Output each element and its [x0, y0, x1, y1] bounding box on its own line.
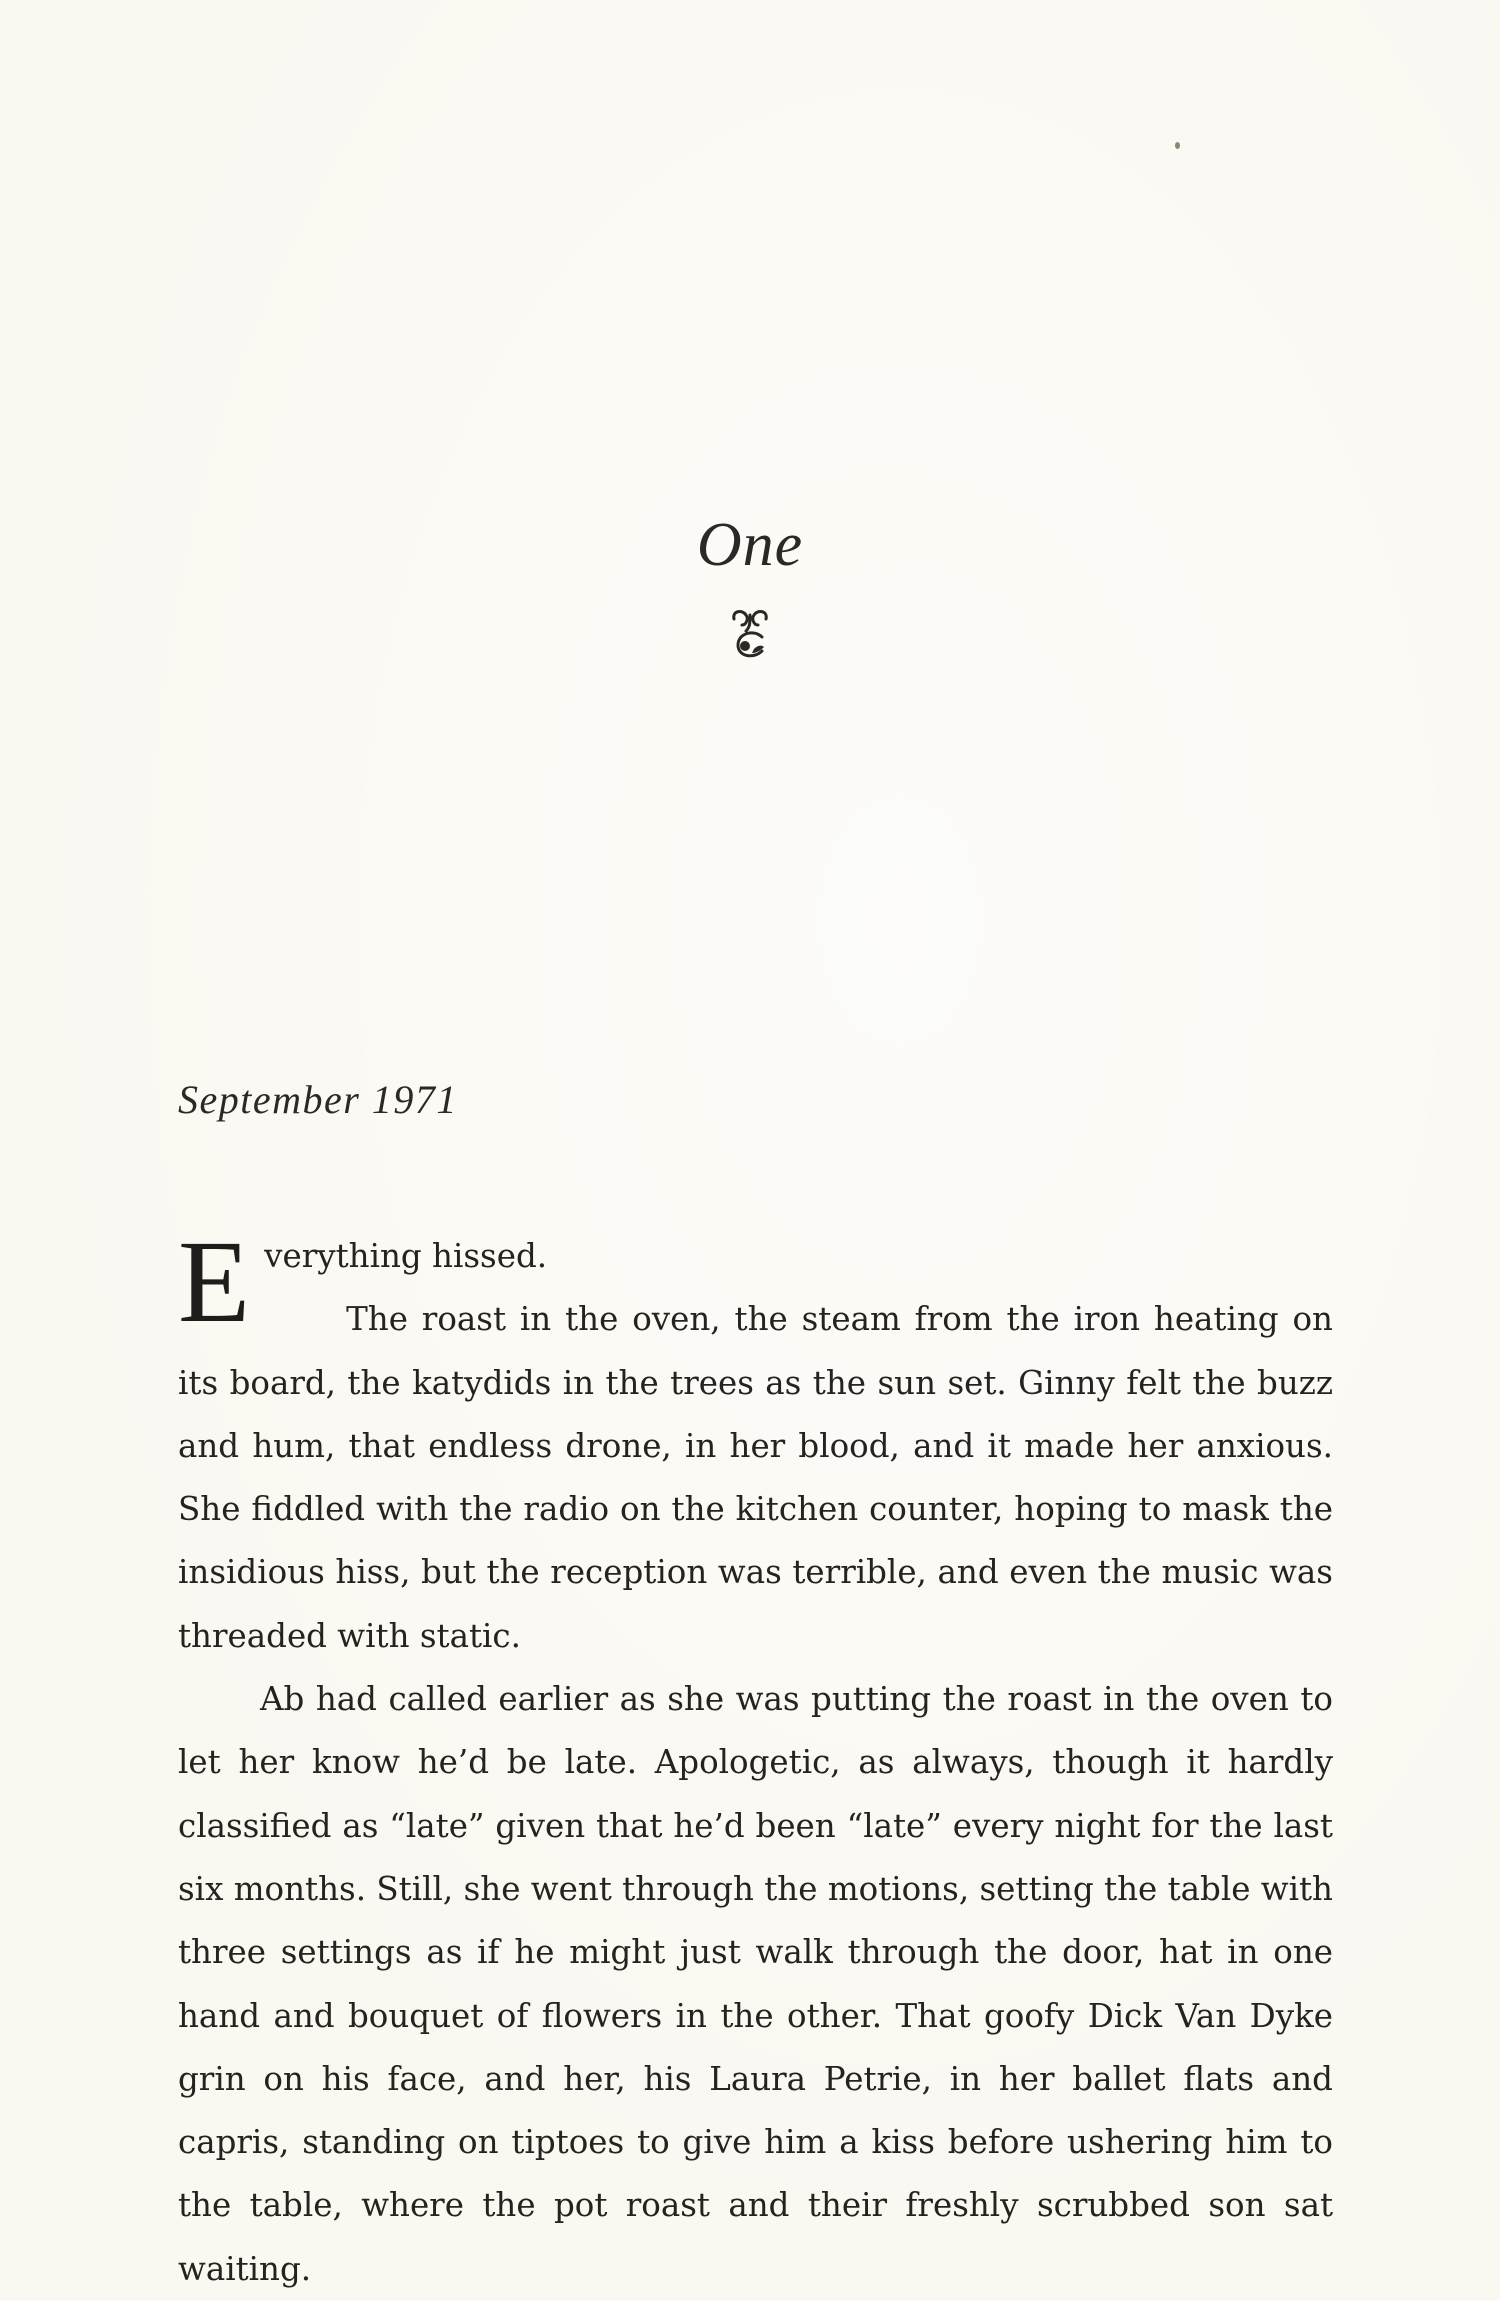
paragraph-2: The roast in the oven, the steam from the iron heating on its board, the katydids in the trees as the sun set. Ginny felt the buzz and hum, that endless drone, in her blood, and it made her anxious. She fiddled with the radio on the kitchen counter, hoping to mask the insidious hiss, but the reception was terrible, and even the music was threaded with static. [178, 1300, 1333, 1655]
body-text [178, 1216, 1333, 2301]
print-speck [1175, 142, 1180, 149]
dateline: September 1971 [178, 1077, 458, 1122]
paragraph-1 [178, 1216, 1333, 1347]
chapter-title: One [696, 511, 804, 579]
opening-line: verything hissed. [264, 1237, 548, 1275]
fleuron-ornament-icon [0, 605, 1500, 665]
paragraph-3: Ab had called earlier as she was putting the roast in the oven to let her know he’d be late. Apologetic, as always, though it hardly classified as “late” given that he’d been “late” every night for the last six months. Still, she went through the motions, setting the table with three settings as if he might just walk through the door, hat in one hand and bouquet of flowers in the other. That goofy Dick Van Dyke grin on his face, and her, his Laura Petrie, in her ballet flats and capris, standing on tiptoes to give him a kiss before ushering him to the table, where the pot roast and their freshly scrubbed son sat waiting. [178, 1680, 1333, 2288]
drop-cap: E [178, 1216, 251, 1347]
